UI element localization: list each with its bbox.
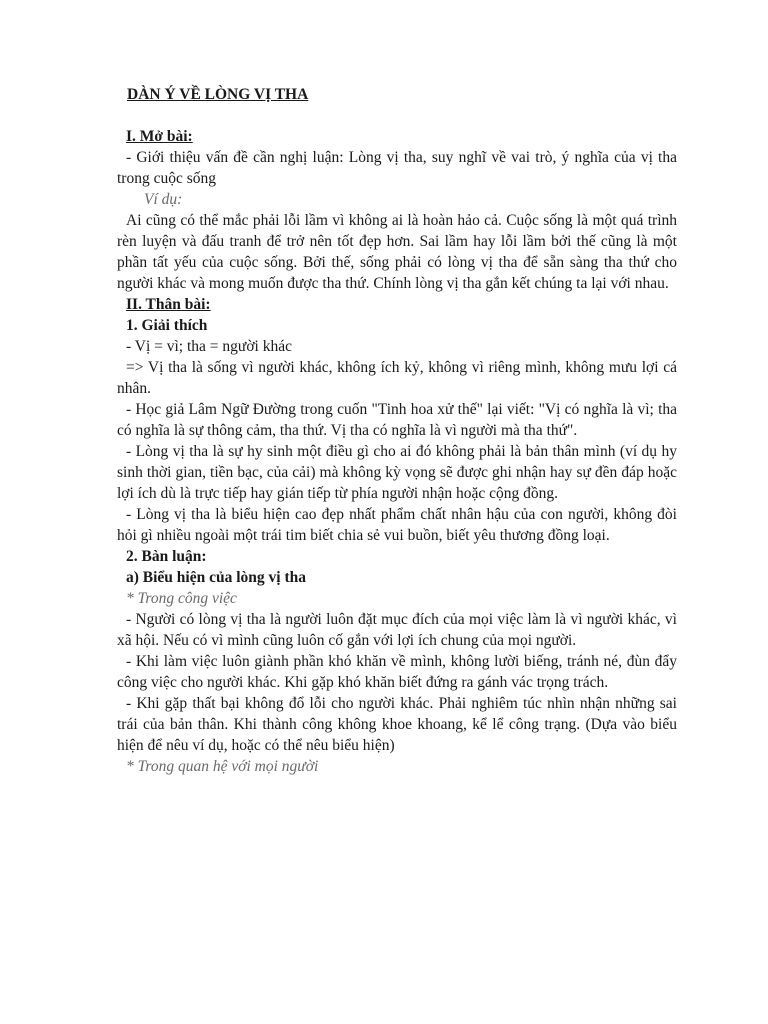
paragraph: - Lòng vị tha là biểu hiện cao đẹp nhất phẩm chất nhân hậu của con người, không đòi hỏi gì nhiều ngoài một trái tim biết chia sẻ vui buồn, biết yêu thương đồng loại. <box>117 506 677 544</box>
document-title: DÀN Ý VỀ LÒNG VỊ THA <box>127 86 309 103</box>
paragraph: - Giới thiệu vấn đề cần nghị luận: Lòng vị tha, suy nghĩ về vai trò, ý nghĩa của vị tha trong cuộc sống <box>117 149 677 187</box>
document-body <box>117 126 677 777</box>
subheading-bieu-hien: a) Biểu hiện của lòng vị tha <box>126 569 306 586</box>
subheading-ban-luan: 2. Bàn luận: <box>126 548 207 565</box>
example-label: Ví dụ: <box>144 191 183 208</box>
note-trong-quan-he: * Trong quan hệ với mọi người <box>126 758 319 775</box>
paragraph: - Lòng vị tha là sự hy sinh một điều gì cho ai đó không phải là bản thân mình (ví dụ hy sinh thời gian, tiền bạc, của cải) mà không kỳ vọng sẽ được ghi nhận hay sự đền đáp hoặc lợi ích dù là trực tiếp hay gián tiếp từ phía người nhận hoặc cộng đồng. <box>117 443 677 502</box>
paragraph: Ai cũng có thể mắc phải lỗi lầm vì không ai là hoàn hảo cả. Cuộc sống là một quá trình rèn luyện và đấu tranh để trở nên tốt đẹp hơn. Sai lầm hay lỗi lầm bởi thế cũng là một phần tất yếu của cuộc sống. Bởi thế, sống phải có lòng vị tha để sẵn sàng tha thứ cho người khác và mong muốn được tha thứ. Chính lòng vị tha gắn kết chúng ta lại với nhau. <box>117 212 677 292</box>
paragraph: - Học giả Lâm Ngữ Đường trong cuốn "Tinh hoa xử thế" lại viết: "Vị có nghĩa là vì; tha có nghĩa là sự thông cảm, tha thứ. Vị tha có nghĩa là vì người mà tha thứ". <box>117 401 677 439</box>
section-heading-mo-bai: I. Mở bài: <box>126 128 193 145</box>
paragraph: - Vị = vì; tha = người khác <box>126 338 292 355</box>
paragraph: => Vị tha là sống vì người khác, không ích kỷ, không vì riêng mình, không mưu lợi cá nhân. <box>117 359 677 397</box>
subheading-giai-thich: 1. Giải thích <box>126 317 208 334</box>
paragraph: - Khi làm việc luôn giành phần khó khăn về mình, không lười biếng, tránh né, đùn đẩy công việc cho người khác. Khi gặp khó khăn biết đứng ra gánh vác trọng trách. <box>117 653 677 691</box>
paragraph: - Người có lòng vị tha là người luôn đặt mục đích của mọi việc làm là vì người khác, vì xã hội. Nếu có vì mình cũng luôn cố gắn với lợi ích chung của mọi người. <box>117 611 677 649</box>
section-heading-than-bai: II. Thân bài: <box>126 296 211 313</box>
paragraph: - Khi gặp thất bại không đổ lỗi cho người khác. Phải nghiêm túc nhìn nhận những sai trái của bản thân. Khi thành công không khoe khoang, kể lể công trạng. (Dựa vào biểu hiện để nêu ví dụ, hoặc có thể nêu biểu hiện) <box>117 695 677 754</box>
note-trong-cong-viec: * Trong công việc <box>126 590 237 607</box>
